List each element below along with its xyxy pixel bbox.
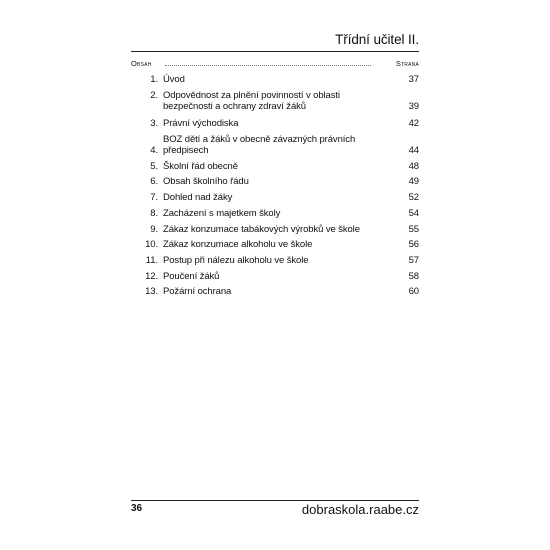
toc-entry-page: 48 (408, 160, 419, 172)
toc-label-page: Strana (395, 59, 419, 68)
toc-entry-number: 6. (150, 176, 158, 188)
toc-entry-page: 37 (408, 74, 419, 85)
toc-entry-title: Postup při nálezu alkoholu ve škole (163, 254, 309, 266)
table-of-contents (131, 74, 419, 302)
toc-entry-title: BOZ dětí a žáků v obecně závazných právních předpisech (163, 133, 356, 157)
toc-entry-number: 4. (150, 145, 158, 157)
toc-entry-title: Školní řád obecně (163, 160, 238, 172)
toc-entry-number: 11. (145, 254, 158, 266)
toc-entry-title: Dohled nad žáky (163, 192, 233, 204)
toc-entry[interactable] (131, 208, 419, 220)
toc-header-dotted-leader (165, 65, 371, 66)
toc-entry-page: 42 (408, 117, 419, 129)
toc-entry-title: Zákaz konzumace alkoholu ve škole (163, 239, 313, 251)
toc-entry-number: 10. (145, 239, 158, 251)
toc-entry-title: Právní východiska (163, 117, 239, 129)
toc-entry-page: 58 (408, 270, 419, 282)
toc-entry-page: 55 (408, 223, 419, 235)
toc-entry[interactable] (131, 161, 419, 173)
toc-entry-title: Odpovědnost za plnění povinností v oblasti bezpečnosti a ochrany zdraví žáků (163, 89, 340, 113)
toc-entry-number: 1. (150, 74, 158, 85)
toc-entry-title: Zacházení s majetkem školy (163, 207, 281, 219)
toc-entry-number: 8. (150, 207, 158, 219)
toc-entry-page: 54 (408, 207, 419, 219)
toc-entry-title: Obsah školního řádu (163, 176, 249, 188)
toc-entry-page: 57 (408, 254, 419, 266)
toc-entry-number: 5. (150, 160, 158, 172)
toc-entry-page: 60 (408, 286, 419, 298)
toc-entry-number: 3. (150, 117, 158, 129)
toc-entry-title: Požární ochrana (163, 286, 232, 298)
toc-entry[interactable] (131, 255, 419, 267)
toc-entry-number: 13. (145, 286, 158, 298)
toc-entry-number: 12. (145, 270, 158, 282)
toc-entry-page: 39 (408, 101, 419, 113)
toc-entry[interactable] (131, 239, 419, 251)
toc-label-contents: Obsah (131, 59, 152, 68)
toc-entry-title: Úvod (163, 74, 185, 85)
toc-entry[interactable] (131, 118, 419, 130)
toc-entry-title: Zákaz konzumace tabákových výrobků ve škole (163, 223, 360, 235)
toc-entry-title: Poučení žáků (163, 270, 220, 282)
toc-entry-page: 56 (408, 239, 419, 251)
toc-entry[interactable] (131, 271, 419, 283)
toc-entry[interactable] (131, 90, 419, 113)
toc-entry-number: 7. (150, 192, 158, 204)
toc-entry[interactable] (131, 176, 419, 188)
toc-entry[interactable] (131, 134, 419, 157)
toc-entry[interactable] (131, 286, 419, 298)
page-title: Třídní učitel II. (335, 32, 419, 47)
toc-entry-page: 49 (408, 176, 419, 188)
page-number: 36 (131, 503, 143, 514)
toc-entry-number: 9. (150, 223, 158, 235)
toc-entry-page: 52 (408, 192, 419, 204)
header-rule (131, 51, 419, 52)
toc-entry-number: 2. (150, 89, 158, 101)
toc-entry[interactable] (131, 192, 419, 204)
footer-rule (131, 500, 419, 501)
toc-header (131, 59, 419, 71)
site-url: dobraskola.raabe.cz (301, 502, 419, 517)
toc-entry[interactable] (131, 74, 419, 86)
toc-entry[interactable] (131, 224, 419, 236)
toc-entry-page: 44 (408, 145, 419, 157)
